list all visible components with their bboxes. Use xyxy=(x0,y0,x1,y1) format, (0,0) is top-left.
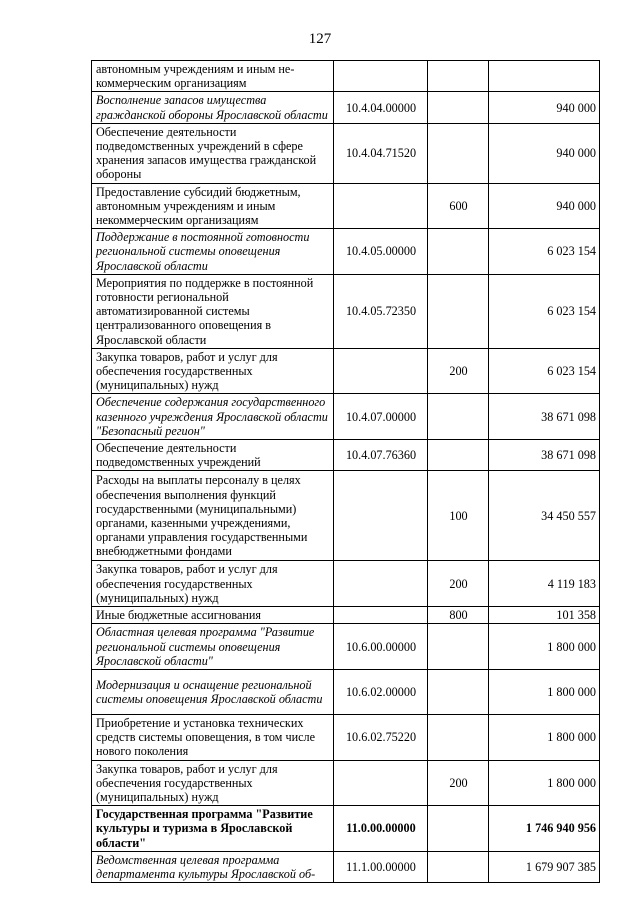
row-name: Мероприятия по поддержке в постоянной готовности региональной автоматизированной системы централизованного оповещения в Ярославской области xyxy=(92,274,334,348)
row-sum: 1 679 907 385 xyxy=(489,851,600,882)
row-kvr xyxy=(428,394,489,440)
row-sum: 940 000 xyxy=(489,183,600,229)
row-name: Иные бюджетные ассигнования xyxy=(92,607,334,624)
row-code: 10.4.04.71520 xyxy=(334,123,428,183)
row-code: 10.6.00.00000 xyxy=(334,624,428,670)
row-code: 10.4.05.00000 xyxy=(334,229,428,275)
row-kvr: 200 xyxy=(428,348,489,394)
row-name: Восполнение запасов имущества гражданской обороны Ярославской области xyxy=(92,92,334,123)
row-code xyxy=(334,561,428,607)
row-sum: 38 671 098 xyxy=(489,394,600,440)
row-code xyxy=(334,61,428,92)
row-kvr: 100 xyxy=(428,471,489,561)
row-name: Областная целевая программа "Развитие региональной системы оповещения Ярославской области" xyxy=(92,624,334,670)
row-kvr xyxy=(428,274,489,348)
row-name: Обеспечение деятельности подведомственных учреждений в сфере хранения запасов имущества гражданской обороны xyxy=(92,123,334,183)
row-sum: 1 800 000 xyxy=(489,714,600,760)
row-sum: 34 450 557 xyxy=(489,471,600,561)
row-code: 11.0.00.00000 xyxy=(334,806,428,852)
budget-table xyxy=(91,60,600,883)
row-name: Расходы на выплаты персоналу в целях обеспечения выполнения функций государственными (муниципальными) органами, казенными учреждениями, органами управления государственными внебюджетными фондами xyxy=(92,471,334,561)
row-code: 10.6.02.75220 xyxy=(334,714,428,760)
row-name: Обеспечение деятельности подведомственных учреждений xyxy=(92,440,334,471)
row-name: Закупка товаров, работ и услуг для обеспечения государственных (муниципальных) нужд xyxy=(92,760,334,806)
row-name: Приобретение и установка технических средств системы оповещения, в том числе нового поколения xyxy=(92,714,334,760)
row-sum: 940 000 xyxy=(489,92,600,123)
row-kvr xyxy=(428,440,489,471)
row-name: Поддержание в постоянной готовности региональной системы оповещения Ярославской области xyxy=(92,229,334,275)
row-code xyxy=(334,607,428,624)
row-kvr: 200 xyxy=(428,561,489,607)
row-name: автономным учреждениям и иным не-коммерческим организациям xyxy=(92,61,334,92)
row-sum: 6 023 154 xyxy=(489,274,600,348)
row-kvr: 600 xyxy=(428,183,489,229)
row-sum: 1 746 940 956 xyxy=(489,806,600,852)
row-code xyxy=(334,183,428,229)
row-sum: 940 000 xyxy=(489,123,600,183)
row-code: 10.4.05.72350 xyxy=(334,274,428,348)
row-kvr xyxy=(428,61,489,92)
row-sum: 101 358 xyxy=(489,607,600,624)
row-kvr xyxy=(428,92,489,123)
row-sum xyxy=(489,61,600,92)
row-kvr xyxy=(428,806,489,852)
row-code: 10.6.02.00000 xyxy=(334,669,428,714)
row-kvr xyxy=(428,229,489,275)
row-name: Закупка товаров, работ и услуг для обеспечения государственных (муниципальных) нужд xyxy=(92,348,334,394)
row-kvr: 200 xyxy=(428,760,489,806)
row-kvr xyxy=(428,851,489,882)
row-code xyxy=(334,471,428,561)
row-sum: 38 671 098 xyxy=(489,440,600,471)
row-kvr: 800 xyxy=(428,607,489,624)
row-kvr xyxy=(428,624,489,670)
row-name: Модернизация и оснащение региональной системы оповещения Ярославской области xyxy=(92,669,334,714)
row-name: Закупка товаров, работ и услуг для обеспечения государственных (муниципальных) нужд xyxy=(92,561,334,607)
row-kvr xyxy=(428,669,489,714)
row-name: Предоставление субсидий бюджетным, автономным учреждениям и иным некоммерческим организациям xyxy=(92,183,334,229)
row-code xyxy=(334,348,428,394)
row-sum: 1 800 000 xyxy=(489,669,600,714)
row-sum: 1 800 000 xyxy=(489,624,600,670)
row-code: 11.1.00.00000 xyxy=(334,851,428,882)
row-sum: 6 023 154 xyxy=(489,229,600,275)
row-kvr xyxy=(428,714,489,760)
row-code: 10.4.07.76360 xyxy=(334,440,428,471)
row-code: 10.4.04.00000 xyxy=(334,92,428,123)
row-sum: 6 023 154 xyxy=(489,348,600,394)
row-name: Ведомственная целевая программа департамента культуры Ярославской об- xyxy=(92,851,334,882)
row-name: Государственная программа "Развитие культуры и туризма в Ярославской области" xyxy=(92,806,334,852)
row-sum: 4 119 183 xyxy=(489,561,600,607)
page-number: 127 xyxy=(308,31,332,47)
row-kvr xyxy=(428,123,489,183)
row-name: Обеспечение содержания государственного казенного учреждения Ярославской области "Безопасный регион" xyxy=(92,394,334,440)
row-code xyxy=(334,760,428,806)
row-code: 10.4.07.00000 xyxy=(334,394,428,440)
row-sum: 1 800 000 xyxy=(489,760,600,806)
